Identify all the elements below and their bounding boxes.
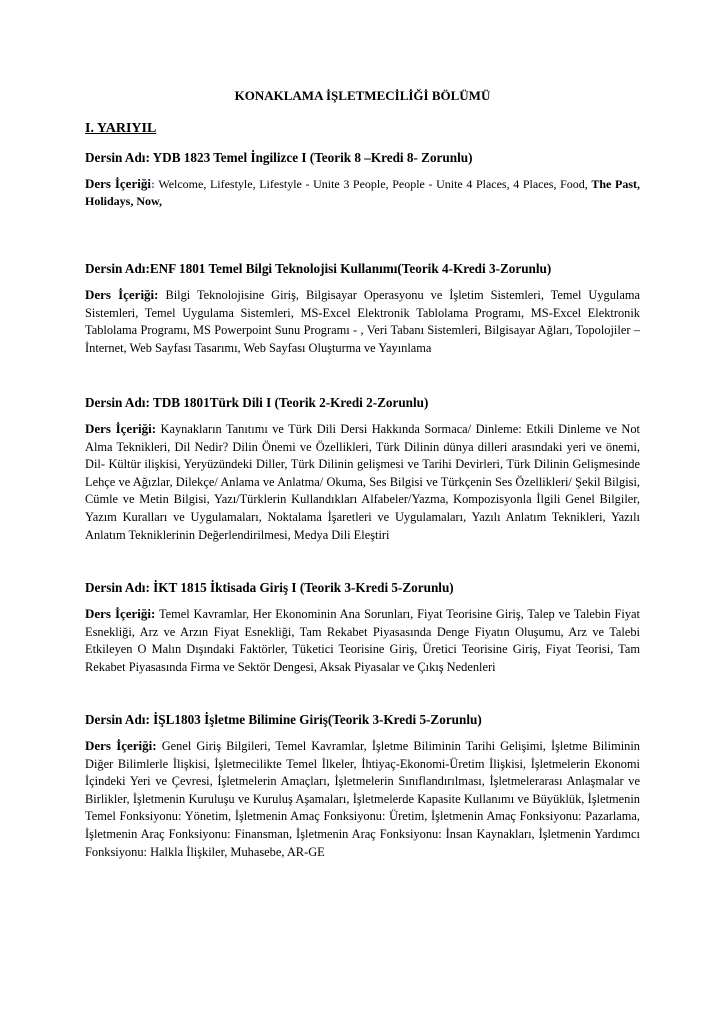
course-title: Dersin Adı: TDB 1801Türk Dili I (Teorik 2-Kredi 2-Zorunlu) (85, 395, 429, 410)
content-text: Bilgi Teknolojisine Giriş, Bilgisayar Operasyonu ve İşletim Sistemleri, Temel Uygulama Sistemleri, Temel Uygulama Sistemleri, MS-Excel Elektronik Tablolama Programı, MS-Excel Elektronik Tablolama Programı, MS Powerpoint Sunu Programı - , Veri Tabanı Sistemleri, Bilgisayar Ağları, Topolojiler – İnternet, Web Sayfası Tasarımı, Web Sayfası Oluşturma ve Yayınlama (85, 288, 640, 355)
course-ydb-1823 (85, 150, 640, 210)
course-ikt-1815 (85, 580, 640, 676)
course-content (85, 605, 640, 676)
course-content (85, 737, 640, 861)
course-title: Dersin Adı: İŞL1803 İşletme Bilimine Giriş(Teorik 3-Kredi 5-Zorunlu) (85, 712, 482, 727)
content-text-bold: The Past, Holidays, Now, (85, 177, 640, 208)
semester-heading: I. YARIYIL (85, 121, 157, 136)
content-label: Ders İçeriği (85, 421, 152, 436)
course-tdb-1801 (85, 395, 640, 544)
course-content (85, 175, 640, 210)
course-title: Dersin Adı: İKT 1815 İktisada Giriş I (Teorik 3-Kredi 5-Zorunlu) (85, 580, 454, 595)
course-isl-1803 (85, 712, 640, 861)
course-content (85, 286, 640, 357)
content-text: Kaynakların Tanıtımı ve Türk Dili Dersi Hakkında Sormaca/ Dinleme: Etkili Dinleme ve Not Alma Teknikleri, Dil Nedir? Dilin Önemi ve Özellikleri, Türk Dilinin dünya dilleri arasındaki yeri ve önemi, Dil- Kültür ilişkisi, Yeryüzündeki Diller, Türk Dilinin gelişmesi ve Tarihi Devirleri, Türk Dilinin Gelişmesinde Lehçe ve Ağızlar, Dilekçe/ Anlama ve Anlatma/ Okuma, Ses Bilgisi ve Türkçenin Ses Özellikleri/ Şekil Bilgisi, Cümle ve Metin Bilgisi, Yazı/Türklerin Kullandıkları Alfabeler/Yazma, Kompozisyonla İlgili Genel Bilgiler, Yazım Kuralları ve Uygulamaları, Noktalama İşaretleri ve Uygulamaları, Yazılı Anlatım Teknikleri, Yazılı Anlatım Tekniklerinin Değerlendirilmesi, Medya Dili Eleştiri (85, 422, 640, 542)
content-label-colon: : (150, 177, 155, 191)
content-text: Genel Giriş Bilgileri, Temel Kavramlar, İşletme Biliminin Tarihi Gelişimi, İşletme Biliminin Diğer Bilimlerle İlişkisi, İşletmecilikte Temel İlkeler, İhtiyaç-Ekonomi-Üretim İlişkisi, İşletmelerin Ekonomi İçindeki Yeri ve Çevresi, İşletmelerin Amaçları, İşletmelerin Sınıflandırılması, İşletmelerarası Anlaşmalar ve Birlikler, İşletmenin Kuruluşu ve Kuruluş Aşamaları, İşletmelerde Kapasite Kullanımı ve Büyüklük, İşletmenin Temel Fonksiyonu: Yönetim, İşletmenin Amaç Fonksiyonu: Üretim, İşletmenin Amaç Fonksiyonu: Pazarlama, İşletmenin Araç Fonksiyonu: Finansman, İşletmenin Araç Fonksiyonu: İnsan Kaynakları, İşletmenin Yardımcı Fonksiyonu: Halkla İlişkiler, Muhasebe, AR-GE (85, 739, 640, 859)
document-title: KONAKLAMA İŞLETMECİLİĞİ BÖLÜMÜ (234, 88, 491, 103)
content-text: Temel Kavramlar, Her Ekonominin Ana Sorunları, Fiyat Teorisine Giriş, Talep ve Talebin Fiyat Esnekliği, Arz ve Arzın Fiyat Esnekliği, Tam Rekabet Piyasasında Denge Fiyatın Oluşumu, Arz ve Talebi Etkileyen O Malın Dışındaki Faktörler, Tüketici Teorisine Giriş, Üretici Teorisine Giriş, Fiyat Teorisi, Tam Rekabet Piyasasında Firma ve Sektör Dengesi, Aksak Piyasalar ve Çıkış Nedenleri (85, 607, 640, 674)
content-label: Ders İçeriği (85, 738, 153, 753)
course-enf-1801 (85, 261, 640, 357)
content-label: Ders İçeriği (85, 176, 151, 191)
content-label: Ders İçeriği (85, 606, 152, 621)
course-title: Dersin Adı:ENF 1801 Temel Bilgi Teknolojisi Kullanımı(Teorik 4-Kredi 3-Zorunlu) (85, 261, 552, 276)
content-label-colon: : (151, 606, 156, 621)
course-title: Dersin Adı: YDB 1823 Temel İngilizce I (Teorik 8 –Kredi 8- Zorunlu) (85, 150, 473, 165)
content-label-colon: : (152, 738, 157, 753)
content-label-colon: : (151, 421, 157, 436)
content-label-colon: : (154, 287, 159, 302)
content-label: Ders İçeriği (85, 287, 155, 302)
course-content (85, 420, 640, 544)
content-text: Welcome, Lifestyle, Lifestyle - Unite 3 People, People - Unite 4 Places, 4 Places, Food, (158, 177, 588, 191)
